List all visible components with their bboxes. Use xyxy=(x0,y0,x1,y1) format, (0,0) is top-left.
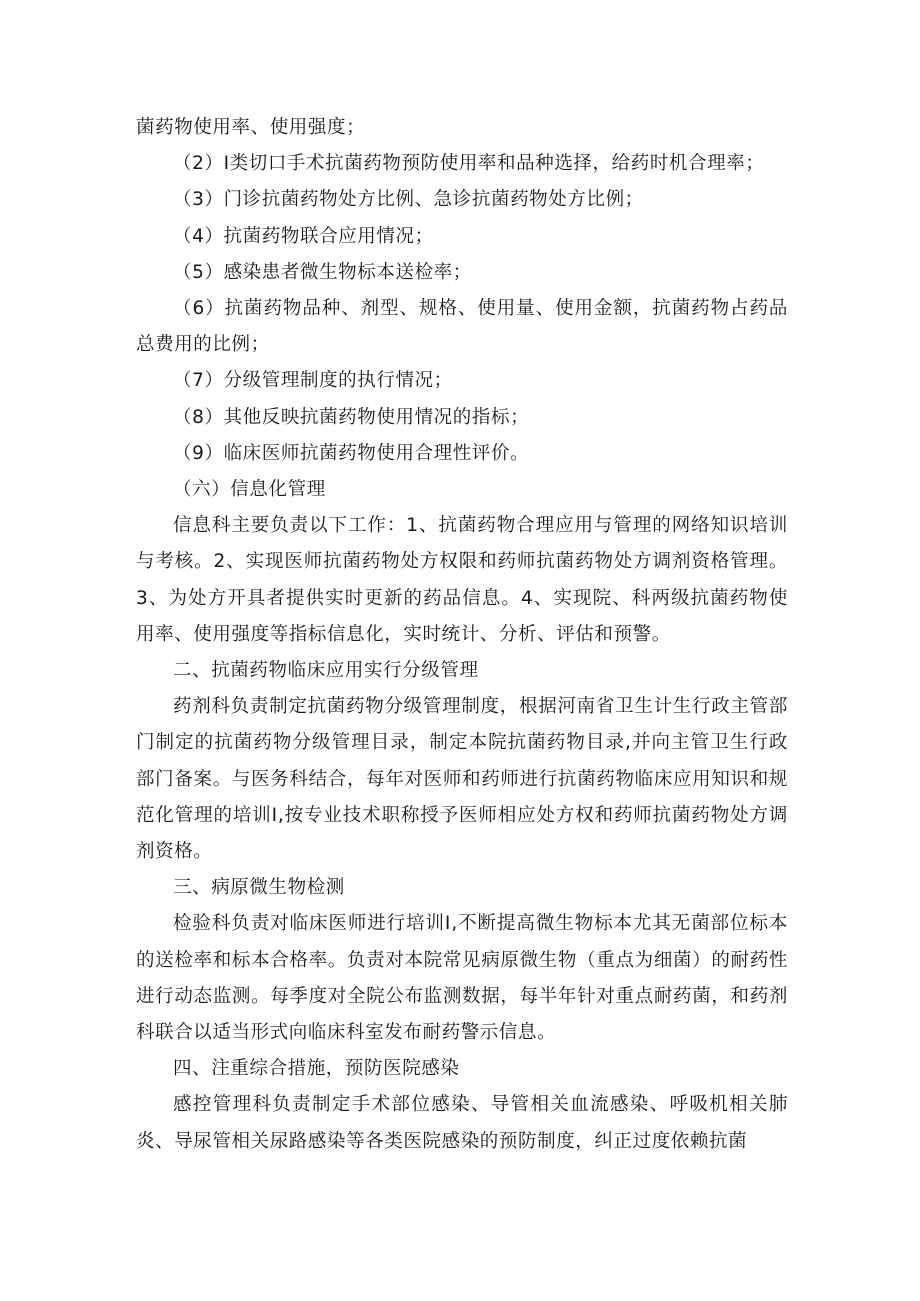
paragraph-tiered-management: 药剂科负责制定抗菌药物分级管理制度，根据河南省卫生计生行政主管部门制定的抗菌药物分级管理目录，制定本院抗菌药物目录,并向主管卫生行政部门备案。与医务科结合，每年对医师和药师进行抗菌药物临床应用知识和规范化管理的培训Ⅰ,按专业技术职称授予医师相应处方权和药师抗菌药物处方调剂资格。 xyxy=(136,696,788,863)
section-heading-infection-prevention: 四、注重综合措施，预防医院感染 xyxy=(173,1058,460,1080)
section-heading-information: （六）信息化管理 xyxy=(173,479,326,501)
list-item-9: （9）临床医师抗菌药物使用合理性评价。 xyxy=(173,442,530,464)
list-item-4: （4）抗菌药物联合应用情况； xyxy=(173,225,434,247)
list-item-7: （7）分级管理制度的执行情况； xyxy=(173,370,453,392)
paragraph-continuation: 菌药物使用率、使用强度； xyxy=(136,117,366,138)
paragraph-information: 信息科主要负责以下工作：1、抗菌药物合理应用与管理的网络知识培训与考核。2、实现医师抗菌药物处方权限和药师抗菌药物处方调剂资格管理。3、为处方开具者提供实时更新的药品信息。4、实现院、科两级抗菌药物使用率、使用强度等指标信息化，实时统计、分析、评估和预警。 xyxy=(136,515,788,645)
paragraph-pathogen-detection: 检验科负责对临床医师进行培训Ⅰ,不断提高微生物标本尤其无菌部位标本的送检率和标本合格率。负责对本院常见病原微生物（重点为细菌）的耐药性进行动态监测。每季度对全院公布监测数据，每半年针对重点耐药菌，和药剂科联合以适当形式向临床科室发布耐药警示信息。 xyxy=(136,913,788,1044)
document-body xyxy=(136,110,788,1160)
list-item-6: （6）抗菌药物品种、剂型、规格、使用量、使用金额，抗菌药物占药品总费用的比例； xyxy=(136,298,788,356)
list-item-8: （8）其他反映抗菌药物使用情况的指标； xyxy=(173,406,530,428)
list-item-5: （5）感染患者微生物标本送检率； xyxy=(173,261,472,283)
section-heading-tiered-management: 二、抗菌药物临床应用实行分级管理 xyxy=(173,660,479,682)
section-heading-pathogen-detection: 三、病原微生物检测 xyxy=(173,877,345,899)
list-item-2: （2）Ⅰ类切口手术抗菌药物预防使用率和品种选择，给药时机合理率； xyxy=(173,153,765,175)
paragraph-infection-prevention: 感控管理科负责制定手术部位感染、导管相关血流感染、呼吸机相关肺炎、导尿管相关尿路感染等各类医院感染的预防制度，纠正过度依赖抗菌 xyxy=(136,1094,788,1152)
list-item-3: （3）门诊抗菌药物处方比例、急诊抗菌药物处方比例； xyxy=(173,189,644,211)
